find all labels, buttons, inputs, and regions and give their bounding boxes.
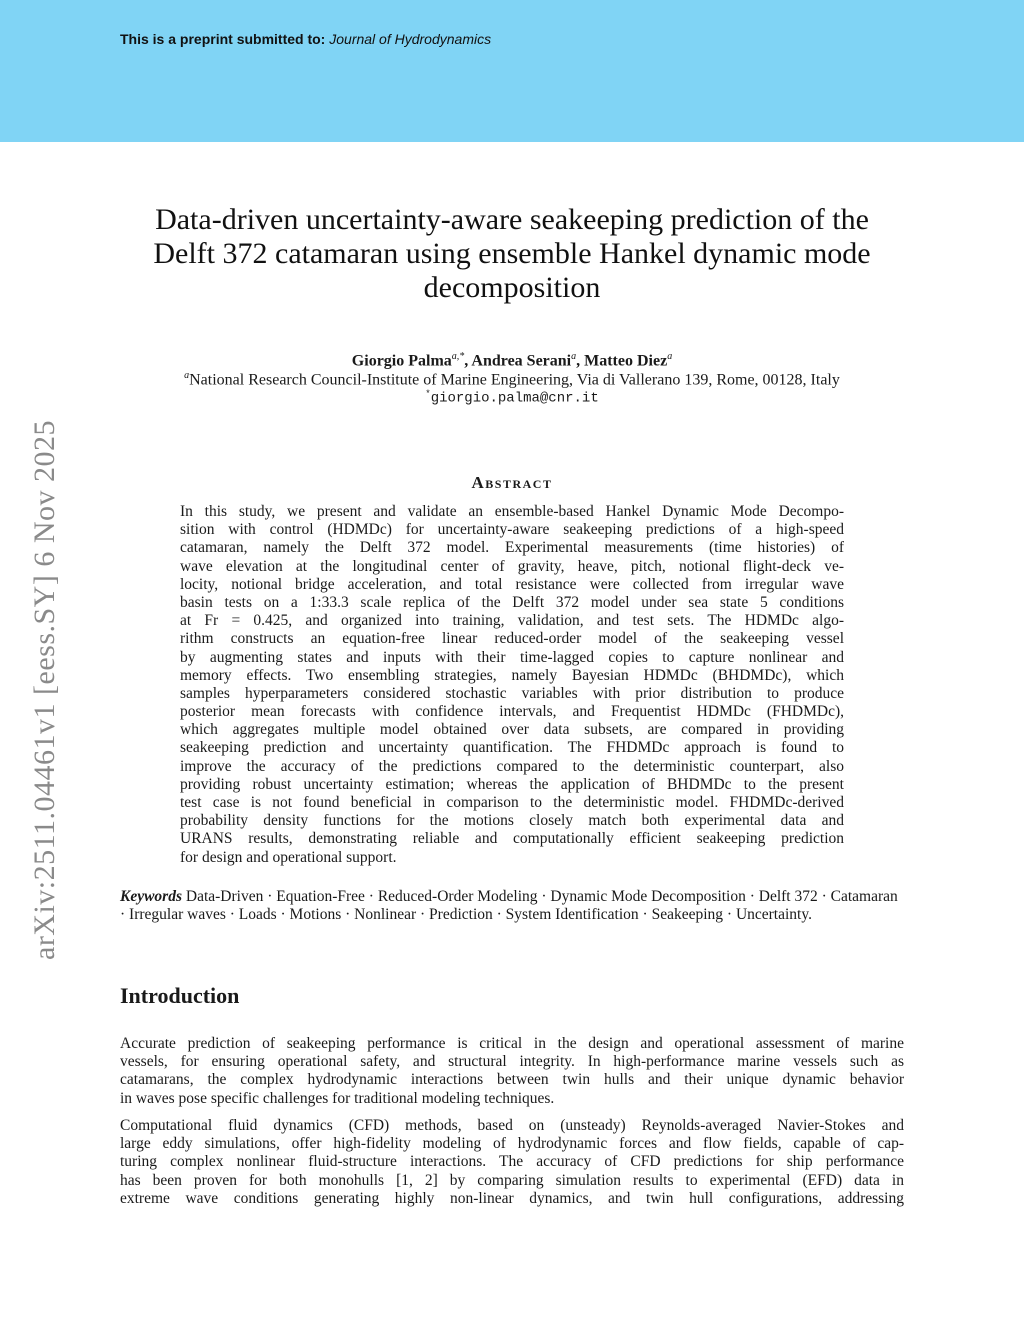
preprint-notice-prefix: This is a preprint submitted to: (120, 31, 326, 47)
abstract-line: In this study, we present and validate an ensemble-based Hankel Dynamic Mode Decompo- (180, 503, 844, 520)
author-separator: , (464, 352, 472, 370)
author-list (120, 351, 904, 370)
paper-title (110, 203, 914, 305)
keywords-label: Keywords (120, 888, 182, 905)
corresponding-email (120, 389, 904, 407)
paragraph-line: vessels, for ensuring operational safety, and structural integrity. In high-performance marine vessels such as (120, 1053, 904, 1071)
abstract-line: basin tests on a 1:33.3 scale replica of the Delft 372 model under sea state 5 conditions (180, 593, 844, 611)
arxiv-identifier: arXiv:2511.04461v1 [eess.SY] 6 Nov 2025 (28, 419, 61, 960)
introduction-paragraph-2 (120, 1117, 904, 1208)
email-address: giorgio.palma@cnr.it (430, 390, 599, 407)
paragraph-line: large eddy simulations, offer high-fidelity modeling of hydrodynamic forces and flow fields, capable of cap- (120, 1135, 904, 1153)
affiliation-mark: a (184, 370, 190, 381)
author-name: Matteo Diez (584, 352, 668, 370)
abstract-line: samples hyperparameters considered stochastic variables with prior distribution to produce (180, 684, 844, 702)
paragraph-line: turing complex nonlinear fluid-structure interactions. The accuracy of CFD predictions for ship performance (120, 1153, 904, 1171)
abstract-line: wave elevation at the longitudinal center of gravity, heave, pitch, notional flight-deck ve- (180, 557, 844, 575)
title-line: Data-driven uncertainty-aware seakeeping prediction of the (155, 203, 869, 236)
abstract-body (180, 503, 844, 867)
title-line: Delft 372 catamaran using ensemble Hankel dynamic mode (153, 237, 871, 270)
keywords-section (120, 888, 904, 924)
abstract-line: memory effects. Two ensembling strategies, namely Bayesian HDMDc (BHDMDc), which (180, 666, 844, 684)
paragraph-line: in waves pose specific challenges for traditional modeling techniques. (120, 1089, 555, 1107)
preprint-banner (0, 0, 1024, 142)
affiliation-text: National Research Council-Institute of Marine Engineering, Via di Vallerano 139, Rome, 00128, Italy (189, 371, 840, 389)
author-name: Andrea Serani (471, 352, 572, 370)
abstract-line: by augmenting states and inputs with their time-lagged copies to capture nonlinear and (180, 648, 844, 666)
abstract-line: test case is not found beneficial in comparison to the deterministic model. FHDMDc-derived (180, 794, 844, 811)
paragraph-line: extreme wave conditions generating highly non-linear dynamics, and twin hull configurations, addressing (120, 1189, 904, 1207)
abstract-line: probability density functions for the motions closely match both experimental data and (180, 812, 844, 830)
affiliation (120, 370, 904, 389)
abstract-line: improve the accuracy of the predictions compared to the deterministic counterpart, also (180, 757, 844, 775)
author-name: Giorgio Palma (351, 352, 452, 370)
title-line: decomposition (423, 271, 601, 304)
abstract-line: URANS results, demonstrating reliable and computationally efficient seakeeping prediction (180, 830, 844, 848)
author-affil-mark: a (667, 351, 673, 362)
abstract-line: posterior mean forecasts with confidence intervals, and Frequentist HDMDc (FHDMDc), (180, 703, 844, 721)
paragraph-line: Computational fluid dynamics (CFD) methods, based on (unsteady) Reynolds-averaged Navier-Stokes and (120, 1117, 904, 1134)
abstract-line: rithm constructs an equation-free linear reduced-order model of the seakeeping vessel (180, 630, 844, 648)
paragraph-line: Accurate prediction of seakeeping performance is critical in the design and operational assessment of marine (120, 1035, 904, 1052)
abstract-line: catamaran, namely the Delft 372 model. Experimental measurements (time histories) of (180, 539, 844, 557)
introduction-heading: Introduction (120, 983, 240, 1008)
abstract-heading: Abstract (471, 473, 553, 492)
author-affil-mark: a,* (451, 351, 465, 362)
abstract-line: seakeeping prediction and uncertainty quantification. The FHDMDc approach is found to (180, 739, 844, 757)
paragraph-line: has been proven for both monohulls [1, 2] by comparing simulation results to experimental (EFD) data in (120, 1171, 904, 1189)
paragraph-line: catamarans, the complex hydrodynamic interactions between twin hulls and their unique dynamic behavior (120, 1071, 904, 1089)
abstract-line: sition with control (HDMDc) for uncertainty-aware seakeeping predictions of a high-speed (180, 521, 844, 539)
keywords-text: Data-Driven · Equation-Free · Reduced-Order Modeling · Dynamic Mode Decomposition · Delft 372 · Catamaran · Irregular waves · Loads · Motions · Nonlinear · Prediction · System Identification · Seakeeping · Uncertainty. (120, 888, 898, 924)
abstract-line: locity, notional bridge acceleration, and total resistance were collected from irregular wave (180, 575, 844, 593)
journal-name: Journal of Hydrodynamics (329, 31, 492, 47)
email-mark: * (425, 389, 431, 399)
author-affil-mark: a (571, 351, 577, 362)
abstract-line: at Fr = 0.425, and organized into training, validation, and test sets. The HDMDc algo- (180, 612, 844, 630)
author-separator: , (576, 352, 585, 370)
abstract-line: for design and operational support. (180, 848, 397, 866)
abstract-line: providing robust uncertainty estimation; whereas the application of BHDMDc to the present (180, 775, 844, 793)
abstract-line: which aggregates multiple model obtained over data subsets, are compared in providing (180, 721, 844, 739)
introduction-paragraph-1 (120, 1035, 904, 1108)
preprint-notice (120, 31, 491, 47)
